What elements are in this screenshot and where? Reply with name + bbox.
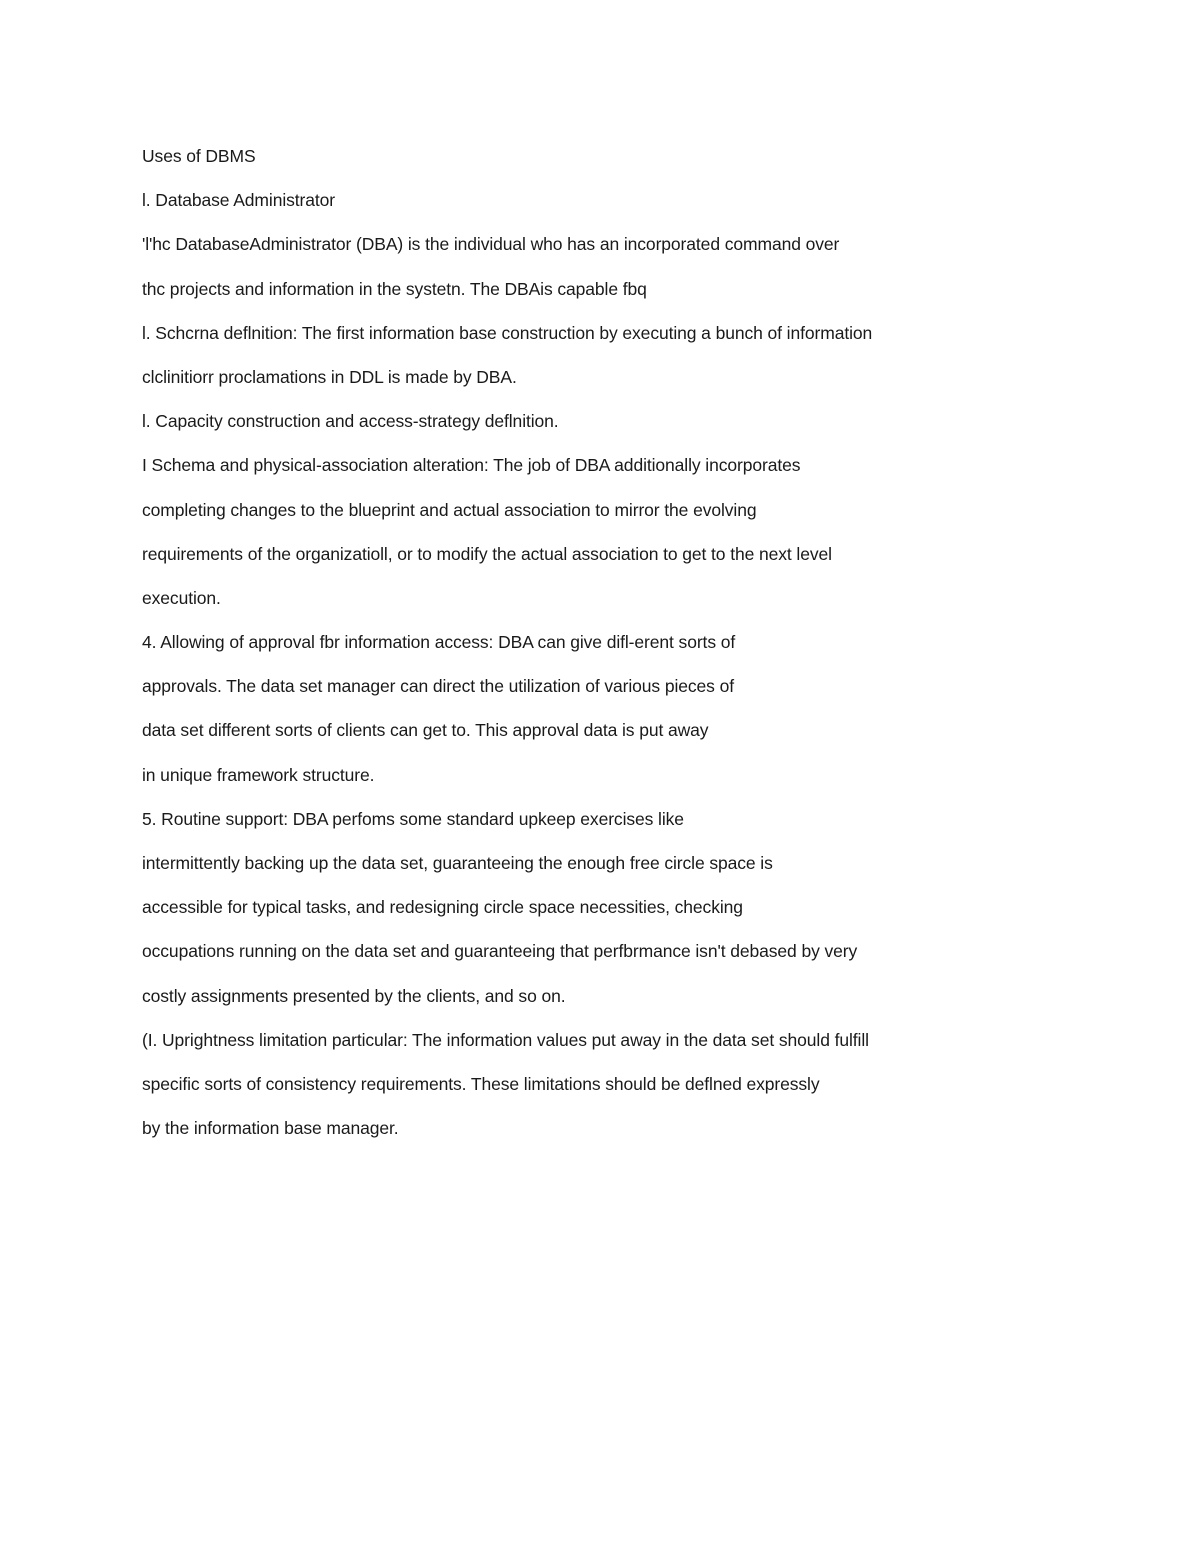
list-item-line: in unique framework structure. [142,764,375,785]
list-item-line: occupations running on the data set and guaranteeing that perfbrmance isn't debased by very [142,941,858,962]
document-body [142,141,1142,1157]
list-item-line: l. Capacity construction and access-strategy deflnition. [142,411,559,432]
list-item-line: approvals. The data set manager can direct the utilization of various pieces of [142,676,734,697]
list-item-line: clclinitiorr proclamations in DDL is made by DBA. [142,366,517,387]
list-item-line: l. Schcrna deflnition: The first information base construction by executing a bunch of information [142,322,873,343]
list-item-line: 5. Routine support: DBA perfoms some standard upkeep exercises like [142,808,684,829]
list-item-line: 4. Allowing of approval fbr information access: DBA can give difl-erent sorts of [142,632,736,653]
section-heading: l. Database Administrator [142,190,336,211]
paragraph-line: thc projects and information in the systetn. The DBAis capable fbq [142,278,647,299]
list-item-line: intermittently backing up the data set, guaranteeing the enough free circle space is [142,853,773,873]
list-item-line: data set different sorts of clients can get to. This approval data is put away [142,720,709,741]
list-item-line: by the information base manager. [142,1118,399,1139]
list-item-line: execution. [142,587,221,608]
list-item-line: (I. Uprightness limitation particular: The information values put away in the data set should fulfill [142,1029,869,1050]
list-item-line: I Schema and physical-association alteration: The job of DBA additionally incorporates [142,455,801,476]
list-item-line: accessible for typical tasks, and redesigning circle space necessities, checking [142,897,743,918]
document-title: Uses of DBMS [142,146,256,166]
list-item-line: specific sorts of consistency requirements. These limitations should be deflned expressly [142,1073,820,1094]
list-item-line: costly assignments presented by the clients, and so on. [142,985,566,1006]
list-item-line: requirements of the organizatioll, or to modify the actual association to get to the next level [142,543,832,564]
paragraph-line: 'l'hc DatabaseAdministrator (DBA) is the individual who has an incorporated command over [142,234,840,255]
list-item-line: completing changes to the blueprint and actual association to mirror the evolving [142,499,757,520]
